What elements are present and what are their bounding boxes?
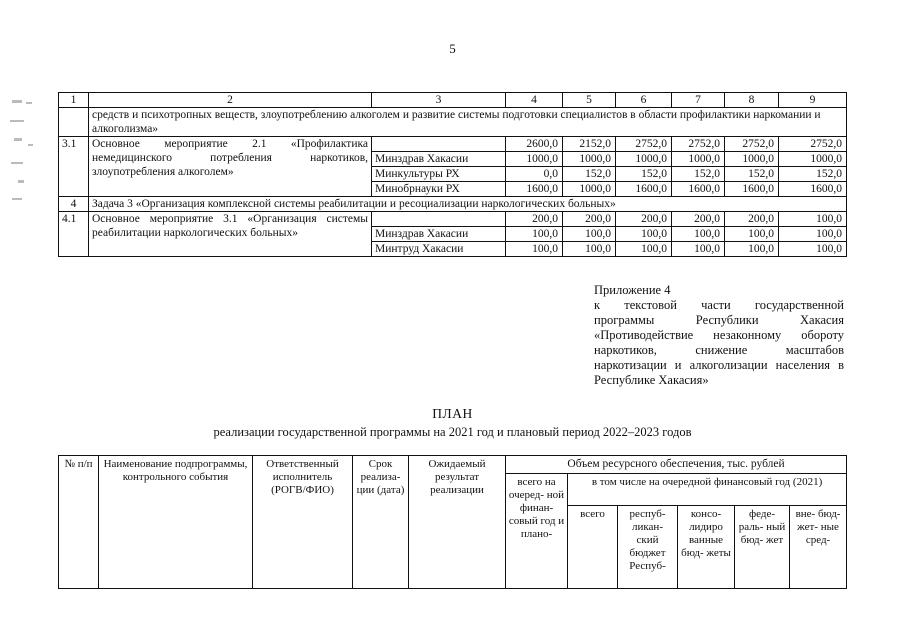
value-cell: 100,0 (779, 242, 847, 257)
col-extra-header: вне- бюд- жет- ные сред- (790, 506, 847, 589)
executor-cell: Минздрав Хакасии (372, 227, 506, 242)
value-cell: 152,0 (779, 167, 847, 182)
executor-cell: Минкультуры РХ (372, 167, 506, 182)
value-cell: 2152,0 (563, 137, 616, 152)
task-text: Задача 3 «Организация комплексной системы реабилитации и ресоциализации наркологических больных» (89, 197, 847, 212)
scan-artifact (8, 98, 48, 208)
value-cell: 1000,0 (563, 182, 616, 197)
executor-cell: Минтруд Хакасии (372, 242, 506, 257)
header-cell: 9 (779, 93, 847, 108)
header-cell: 7 (672, 93, 725, 108)
value-cell: 1000,0 (506, 152, 563, 167)
row-number: 4 (59, 197, 89, 212)
col-rep-header: респуб- ликан- ский бюджет Респуб- (618, 506, 678, 589)
table-row (59, 108, 847, 137)
value-cell: 100,0 (672, 242, 725, 257)
row-number: 4.1 (59, 212, 89, 257)
col-term-header: Срок реализа- ции (дата) (353, 456, 409, 589)
value-cell: 100,0 (779, 212, 847, 227)
col-result-header: Ожидаемый результат реализации (409, 456, 506, 589)
task-continuation-text: средств и психотропных веществ, злоупотреблению алкоголем и развитие системы подготовки специалистов в области профилактики наркомании и алкоголизма» (89, 108, 847, 137)
value-cell: 1000,0 (779, 152, 847, 167)
value-cell: 100,0 (725, 242, 779, 257)
header-cell: 4 (506, 93, 563, 108)
appendix-block (594, 283, 844, 388)
value-cell: 100,0 (506, 227, 563, 242)
col-name-header: Наименование подпрограммы, контрольного события (99, 456, 253, 589)
table-row (59, 212, 847, 227)
value-cell: 152,0 (725, 167, 779, 182)
appendix-title: Приложение 4 (594, 283, 671, 297)
value-cell: 1000,0 (672, 152, 725, 167)
header-cell: 2 (89, 93, 372, 108)
value-cell: 200,0 (563, 212, 616, 227)
table-header-row (59, 93, 847, 108)
value-cell: 1600,0 (672, 182, 725, 197)
row-number: 3.1 (59, 137, 89, 197)
col-num-header: № п/п (59, 456, 99, 589)
value-cell: 1000,0 (616, 152, 672, 167)
col-volume-header: Объем ресурсного обеспечения, тыс. рублей (506, 456, 847, 474)
value-cell: 200,0 (672, 212, 725, 227)
col-incl-header: в том числе на очередной финансовый год (2021) (568, 474, 847, 506)
value-cell: 100,0 (563, 227, 616, 242)
value-cell: 100,0 (725, 227, 779, 242)
value-cell: 152,0 (672, 167, 725, 182)
page-number: 5 (449, 41, 456, 56)
value-cell: 100,0 (506, 242, 563, 257)
plan-title: ПЛАН (432, 406, 473, 421)
appendix-body: к текстовой части государственной программы Республики Хакасия «Противодействие незаконному обороту наркотиков, снижение масштабов наркотизации и алкоголизации населения в Республике Хакасия» (594, 298, 844, 387)
header-cell: 8 (725, 93, 779, 108)
value-cell: 1600,0 (725, 182, 779, 197)
header-cell: 1 (59, 93, 89, 108)
value-cell: 2600,0 (506, 137, 563, 152)
executor-cell: Минобрнауки РХ (372, 182, 506, 197)
col-all-header: всего (568, 506, 618, 589)
value-cell: 2752,0 (672, 137, 725, 152)
value-cell: 2752,0 (725, 137, 779, 152)
table-header-row (59, 456, 847, 474)
value-cell: 100,0 (616, 227, 672, 242)
value-cell: 1600,0 (506, 182, 563, 197)
value-cell: 1600,0 (779, 182, 847, 197)
col-cons-header: консо- лидиро ванные бюд- жеты (678, 506, 735, 589)
activity-name: Основное мероприятие 2.1 «Профилактика немедицинского потребления наркотиков, злоупотребления алкоголем» (89, 137, 372, 197)
header-cell: 5 (563, 93, 616, 108)
value-cell: 100,0 (779, 227, 847, 242)
value-cell: 1000,0 (563, 152, 616, 167)
value-cell: 2752,0 (616, 137, 672, 152)
header-cell: 3 (372, 93, 506, 108)
value-cell: 100,0 (563, 242, 616, 257)
plan-subtitle: реализации государственной программы на 2021 год и плановый период 2022–2023 годов (213, 425, 692, 439)
value-cell: 100,0 (672, 227, 725, 242)
value-cell: 2752,0 (779, 137, 847, 152)
col-total-header: всего на очеред- ной финан- совый год и плано- (506, 474, 568, 589)
value-cell: 1000,0 (725, 152, 779, 167)
continuation-table (58, 92, 847, 257)
value-cell: 200,0 (725, 212, 779, 227)
value-cell: 100,0 (616, 242, 672, 257)
activity-name: Основное мероприятие 3.1 «Организация системы реабилитации наркологических больных» (89, 212, 372, 257)
value-cell: 0,0 (506, 167, 563, 182)
executor-cell: Минздрав Хакасии (372, 152, 506, 167)
plan-table (58, 455, 847, 589)
value-cell: 152,0 (616, 167, 672, 182)
table-row (59, 137, 847, 152)
header-cell: 6 (616, 93, 672, 108)
value-cell: 200,0 (616, 212, 672, 227)
value-cell: 200,0 (506, 212, 563, 227)
col-fed-header: феде- раль- ный бюд- жет (735, 506, 790, 589)
col-exec-header: Ответственный исполнитель (РОГВ/ФИО) (253, 456, 353, 589)
value-cell: 1600,0 (616, 182, 672, 197)
value-cell: 152,0 (563, 167, 616, 182)
table-row (59, 197, 847, 212)
